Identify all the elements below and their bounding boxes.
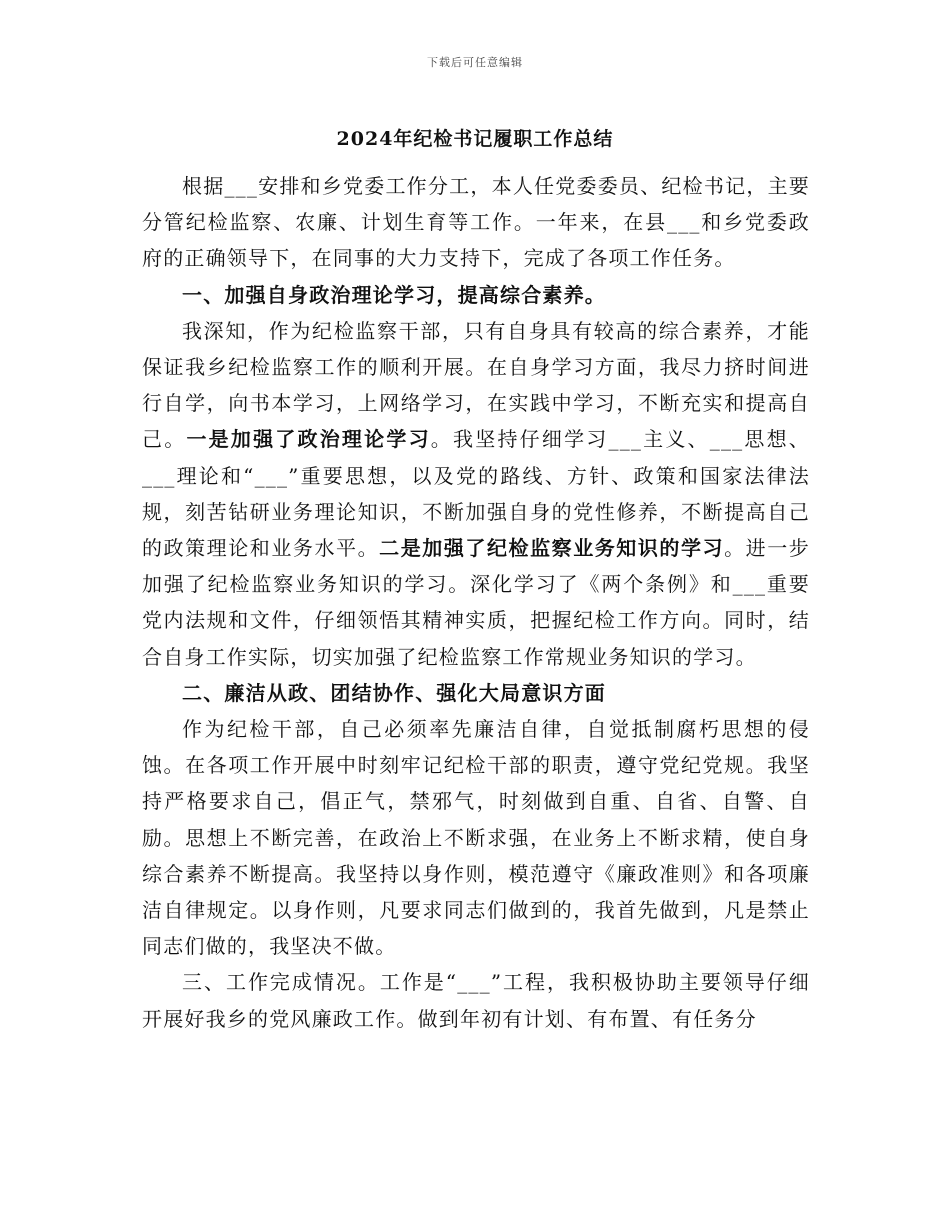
bold-phrase-political-study: 一是加强了政治理论学习: [186, 427, 431, 452]
document-title: 2024年纪检书记履职工作总结: [336, 128, 614, 150]
section-heading-2: 二、廉洁从政、团结协作、强化大局意识方面: [182, 680, 606, 705]
paragraph-text: 。进一步加强了纪检监察业务知识的学习。深化学习了《两个条例》和___重要党内法规和文件，仔细领悟其精神实质，把握纪检工作方向。同时，结合自身工作实际，切实加强了纪检监察工作常规业务知识的学习。: [142, 536, 810, 669]
header-note: 下载后可任意编辑: [427, 56, 523, 69]
paragraph-intro: 根据___安排和乡党委工作分工，本人任党委委员、纪检书记，主要分管纪检监察、农廉、计划生育等工作。一年来，在县___和乡党委政府的正确领导下，在同事的大力支持下，完成了各项工作任务。: [142, 174, 810, 271]
bold-phrase-business-study: 二是加强了纪检监察业务知识的学习: [379, 536, 725, 561]
paragraph-text: 我深知，作为纪检监察干部，只有自身具有较高的综合素养，才能保证我乡纪检监察工作的顺利开展。在自身学习方面，我尽力挤时间进行自学，向书本学习，上网络学习，在实践中学习，不断充实和提高自己。: [142, 318, 810, 452]
section-heading-1: 一、加强自身政治理论学习，提高综合素养。: [182, 282, 606, 307]
paragraph-integrity: 作为纪检干部，自己必须率先廉洁自律，自觉抵制腐朽思想的侵蚀。在各项工作开展中时刻牢记纪检干部的职责，遵守党纪党规。我坚持严格要求自己，倡正气，禁邪气，时刻做到自重、自省、自警、自励。思想上不断完善，在政治上不断求强，在业务上不断求精，使自身综合素养不断提高。我坚持以身作则，模范遵守《廉政准则》和各项廉洁自律规定。以身作则，凡要求同志们做到的，我首先做到，凡是禁止同志们做的，我坚决不做。: [142, 717, 810, 959]
document-body: [142, 168, 810, 1037]
paragraph-study: [142, 313, 810, 675]
paragraph-work-completion: 三、工作完成情况。工作是“___”工程，我积极协助主要领导仔细开展好我乡的党风廉政工作。做到年初有计划、有布置、有任务分: [142, 970, 810, 1031]
paragraph-text: 。我坚持仔细学习___主义、___思想、___理论和“___”重要思想，以及党的路线、方针、政策和国家法律法规，刻苦钻研业务理论知识，不断加强自身的党性修养，不断提高自己的政策理论和业务水平。: [142, 427, 811, 561]
